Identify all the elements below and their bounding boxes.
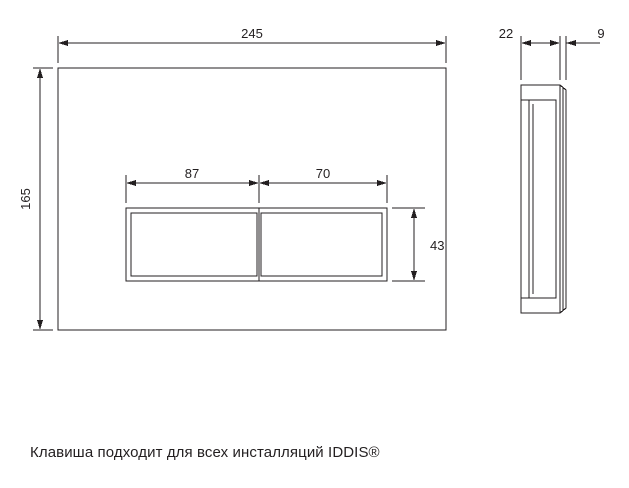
arrow-70-right (377, 180, 387, 186)
right-button (261, 213, 382, 276)
arrow-43-top (411, 208, 417, 218)
arrow-165-top (37, 68, 43, 78)
side-profile-outer (521, 85, 566, 313)
dim-label-right-button-width: 70 (315, 166, 331, 181)
dim-label-side-depth-plate: 9 (597, 26, 605, 41)
left-button (131, 213, 257, 276)
drawing-caption: Клавиша подходит для всех инсталляций IDDIS® (30, 444, 380, 461)
front-plate-outline (58, 68, 446, 330)
dim-label-button-height: 43 (430, 238, 445, 253)
arrow-9-left (566, 40, 576, 46)
arrow-245-left (58, 40, 68, 46)
arrow-165-bottom (37, 320, 43, 330)
arrow-87-right (249, 180, 259, 186)
arrow-70-left (259, 180, 269, 186)
dim-label-side-depth-total: 22 (498, 26, 514, 41)
dim-label-overall-height: 165 (18, 188, 33, 210)
dim-label-overall-width: 245 (241, 26, 263, 41)
arrow-22-left (521, 40, 531, 46)
dim-label-left-button-width: 87 (184, 166, 200, 181)
arrow-245-right (436, 40, 446, 46)
arrow-22-right (550, 40, 560, 46)
arrow-43-bottom (411, 271, 417, 281)
arrow-87-left (126, 180, 136, 186)
